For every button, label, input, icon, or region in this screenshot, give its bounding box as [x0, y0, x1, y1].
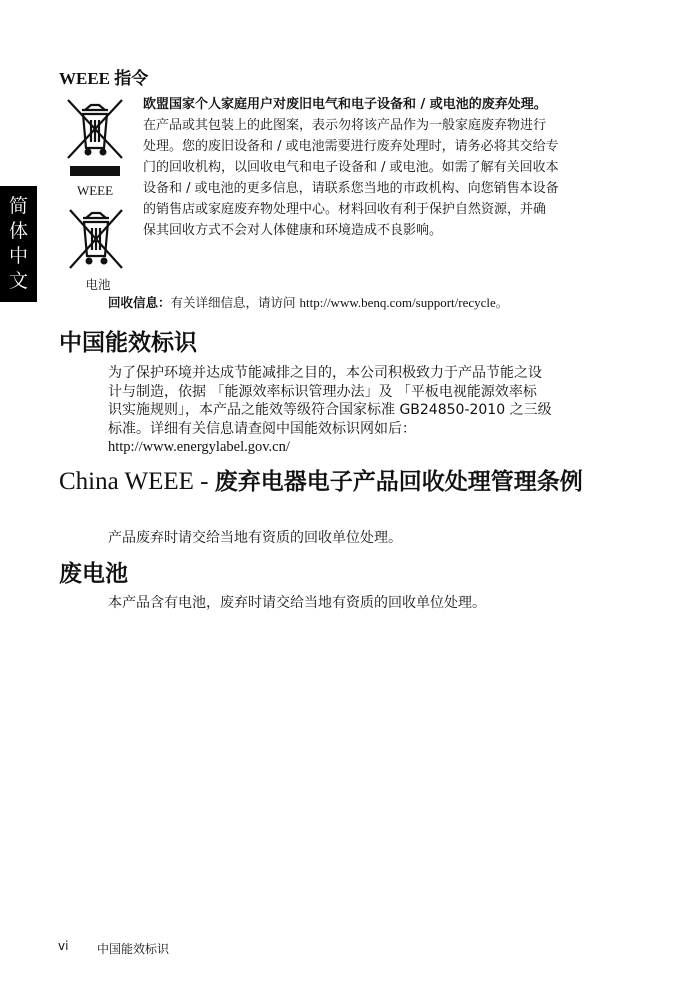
weee-line: 保其回收方式不会对人体健康和环境造成不良影响。: [143, 223, 443, 238]
energy-label-text: [108, 364, 633, 457]
page-number: vi: [58, 939, 69, 953]
weee-line: 的销售店或家庭废弃物处理中心。材料回收有利于保护自然资源，并确: [143, 202, 547, 217]
side-tab-char: 中: [8, 245, 28, 267]
battery-text: 本产品含有电池，废弃时请交给当地有资质的回收单位处理。: [108, 595, 486, 611]
footer-title: 中国能效标识: [97, 942, 170, 956]
battery-heading: 废电池: [59, 561, 128, 587]
weee-line: 在产品或其包装上的此图案，表示勿将该产品作为一般家庭废弃物进行: [143, 118, 547, 133]
energy-line: 标准。详细有关信息请查阅中国能效标识网如后：: [108, 420, 416, 437]
energy-line: 计与制造，依据 「能源效率标识管理办法」及 「平板电视能源效率标: [108, 383, 537, 400]
side-tab-char: 文: [8, 270, 28, 292]
china-weee-heading: [59, 466, 649, 498]
weee-bin-icon: [64, 96, 126, 180]
energy-label-link[interactable]: http://www.energylabel.gov.cn/: [108, 439, 290, 455]
recycle-text: 有关详细信息，请访问: [170, 295, 300, 310]
recycle-label: 回收信息：: [108, 295, 171, 310]
china-weee-heading-latin: China WEEE -: [59, 468, 215, 495]
weee-lead: 欧盟国家个人家庭用户对废旧电气和电子设备和 / 或电池的废弃处理。: [143, 97, 547, 112]
energy-line: 识实施规则」，本产品之能效等级符合国家标准 GB24850-2010 之三级: [108, 402, 552, 418]
side-tab-char: 简: [8, 195, 28, 217]
language-side-tab: [0, 186, 37, 302]
weee-line: 处理。您的废旧设备和 / 或电池需要进行废弃处理时，请务必将其交给专: [143, 139, 559, 154]
recycle-end: 。: [495, 295, 509, 310]
side-tab-char: 体: [8, 220, 28, 242]
recycle-link[interactable]: http://www.benq.com/support/recycle: [299, 295, 496, 310]
china-weee-heading-cn: 废弃电器电子产品回收处理管理条例: [214, 469, 583, 495]
weee-line: 设备和 / 或电池的更多信息，请联系您当地的市政机构、向您销售本设备: [143, 181, 559, 196]
recycle-info: [108, 293, 508, 311]
energy-line: 为了保护环境并达成节能减排之目的，本公司积极致力于产品节能之设: [108, 365, 542, 381]
weee-description: [143, 94, 623, 241]
weee-heading: WEEE 指令: [59, 69, 149, 88]
energy-label-heading: 中国能效标识: [59, 330, 197, 356]
battery-icon-label: 电池: [85, 277, 111, 292]
china-weee-text: 产品废弃时请交给当地有资质的回收单位处理。: [108, 530, 402, 546]
weee-line: 门的回收机构，以回收电气和电子设备和 / 或电池。如需了解有关回收本: [143, 160, 559, 175]
weee-icon-label: WEEE: [76, 183, 114, 198]
battery-bin-icon: [66, 204, 126, 272]
